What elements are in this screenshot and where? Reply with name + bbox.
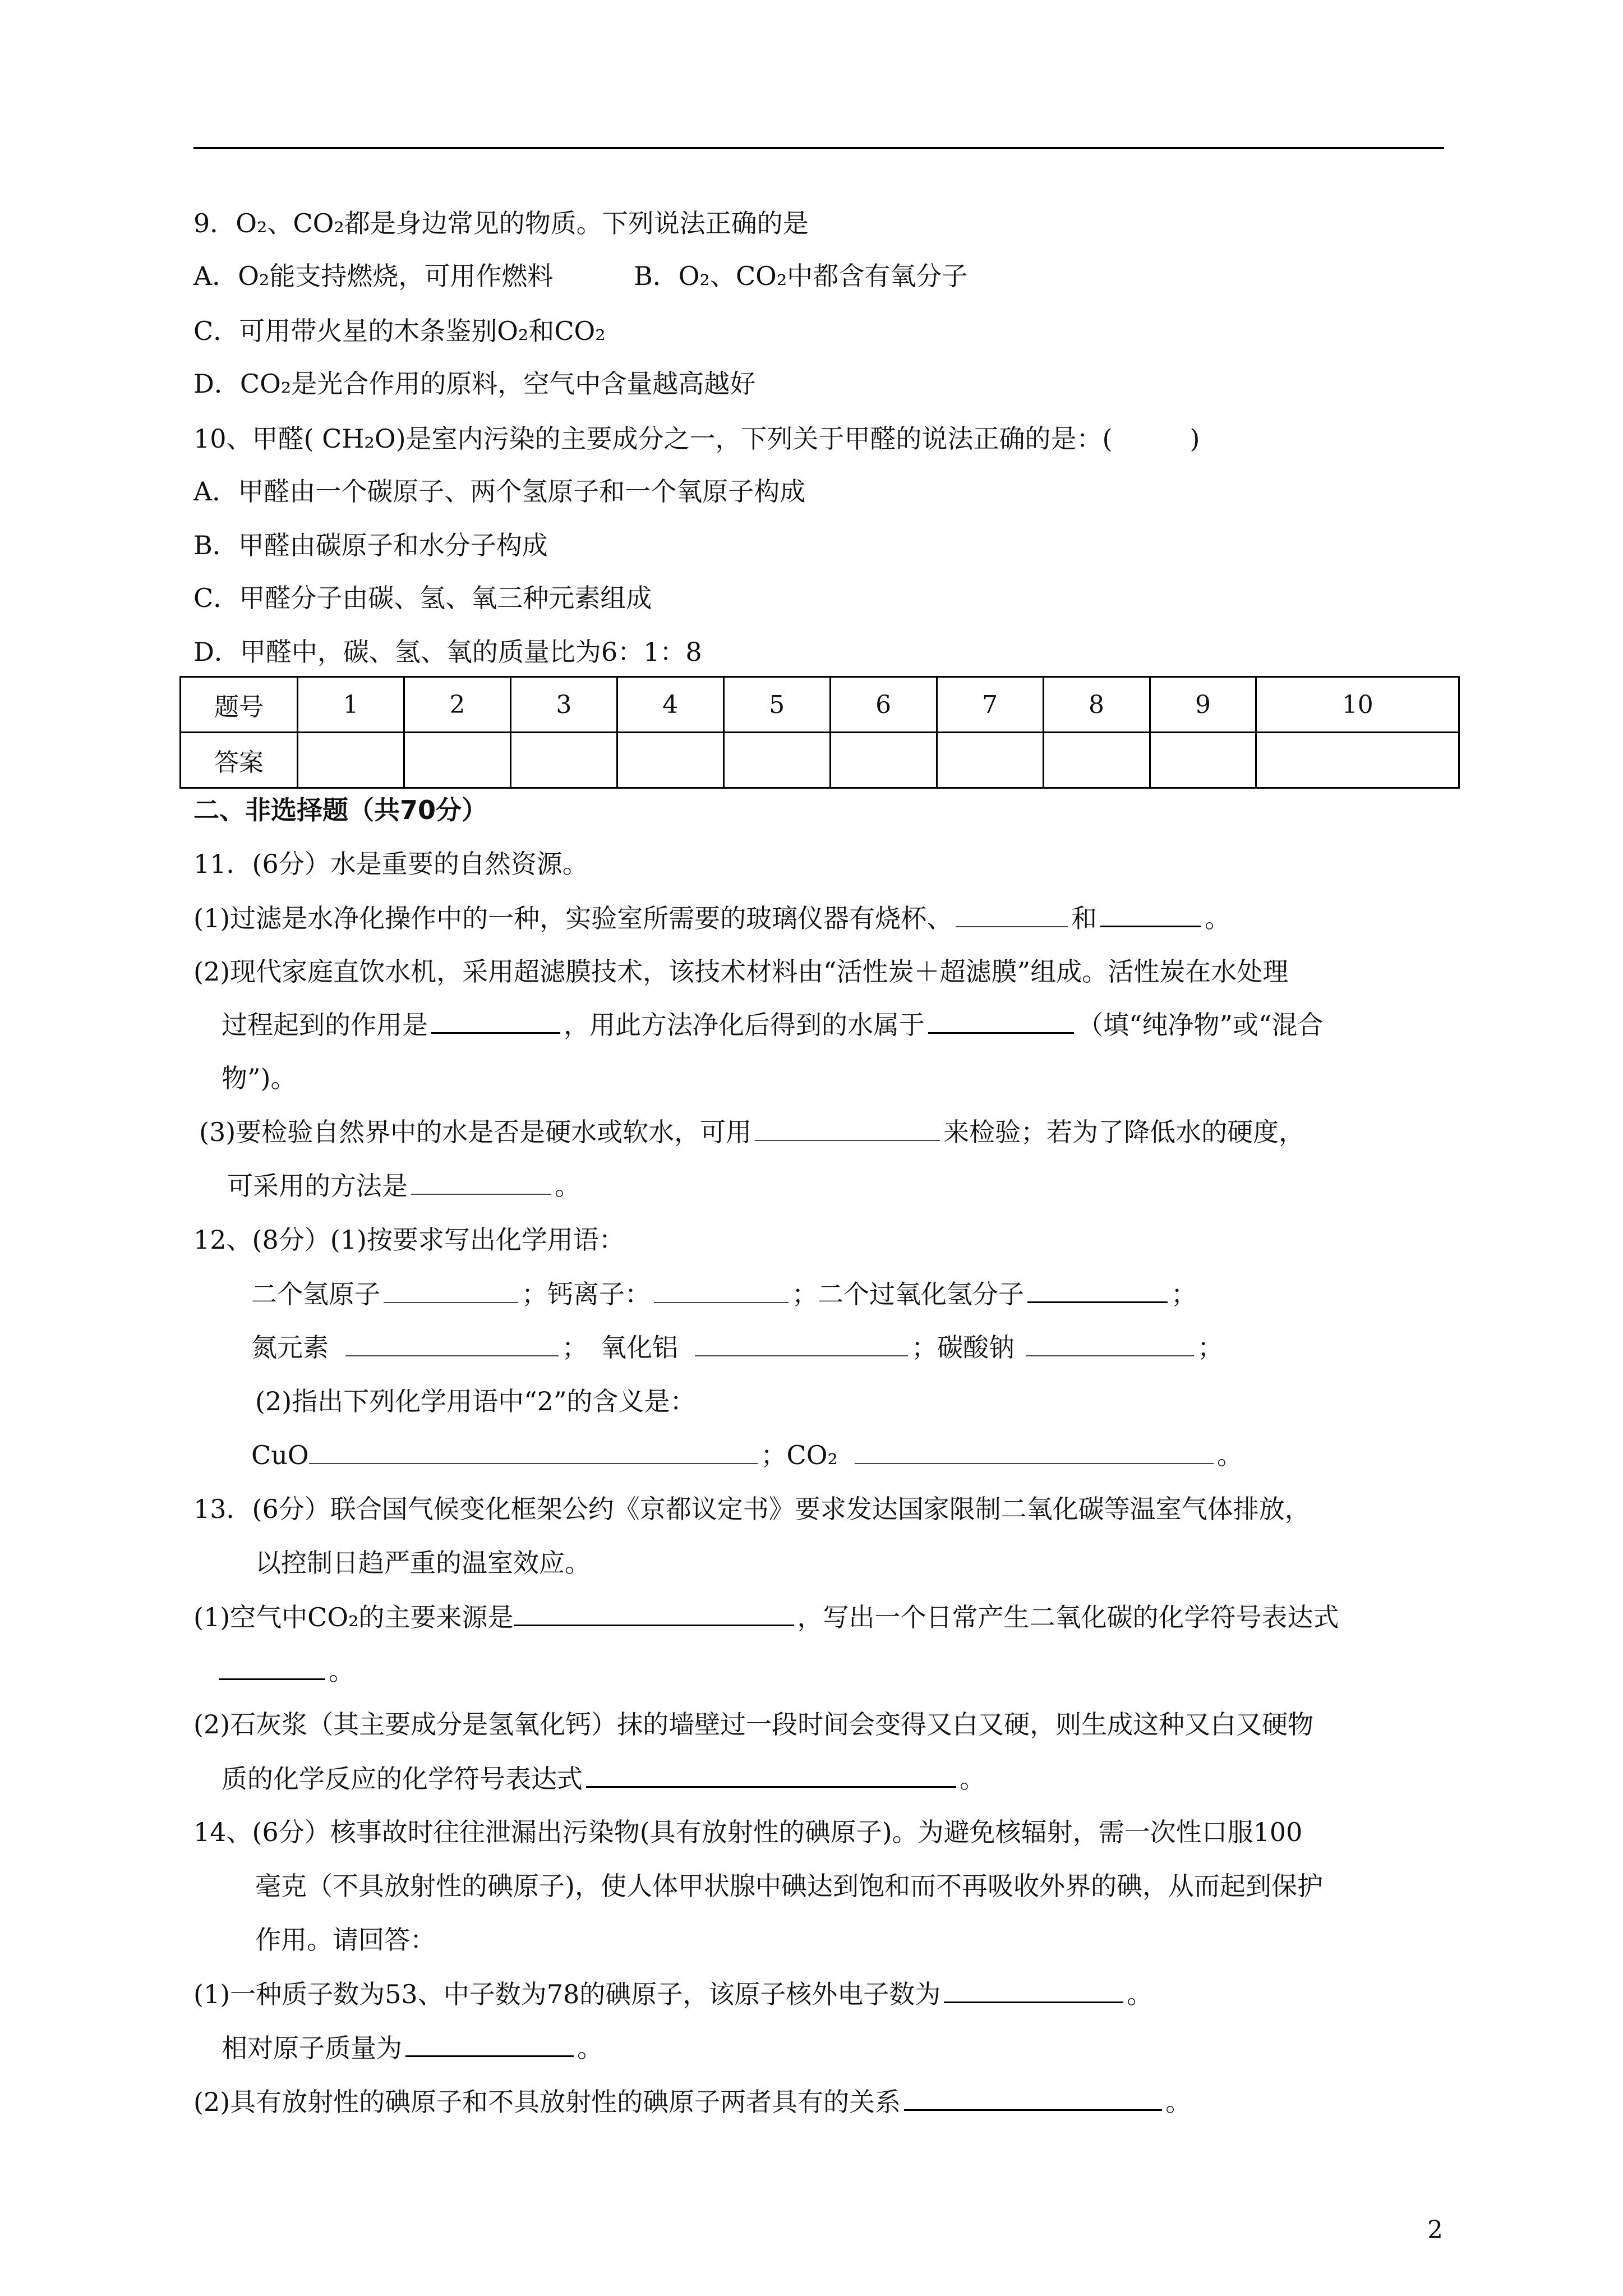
table-row (181, 677, 1459, 733)
q12-label: ； (1171, 1279, 1197, 1309)
q12-line3 (251, 1438, 1243, 1472)
table-cell-number: 2 (404, 677, 510, 733)
answer-blank[interactable] (956, 901, 1068, 927)
q12-label: ；钙离子： (522, 1279, 651, 1309)
table-cell-number: 10 (1256, 677, 1459, 733)
q12-label: ； (1197, 1332, 1223, 1363)
q14-stem-line2: 毫克（不具放射性的碘原子)，使人体甲状腺中碘达到饱和而不再吸收外界的碘，从而起到保护 (255, 1871, 1323, 1901)
q12-label: 二个氢原子 (251, 1279, 380, 1309)
answer-cell[interactable] (1150, 733, 1256, 788)
answer-blank[interactable] (514, 1600, 794, 1626)
answer-blank[interactable] (928, 1007, 1074, 1034)
table-cell-number: 8 (1043, 677, 1150, 733)
q12-stem: 12、(8分）(1)按要求写出化学用语： (193, 1225, 625, 1255)
q14-part1-text2: 相对原子质量为 (222, 2033, 402, 2063)
q14-stem-line3: 作用。请回答： (255, 1925, 436, 1955)
q14-part1-line2 (222, 2031, 603, 2065)
q10-option-b: B．甲醛由碳原子和水分子构成 (193, 530, 548, 560)
q11-part3-text3: 可采用的方法是 (227, 1171, 408, 1201)
q12-label: ；二个过氧化氢分子 (792, 1279, 1024, 1309)
q11-part2-line3: 物”)。 (222, 1063, 297, 1093)
q11-part3-line1 (199, 1115, 1304, 1149)
q11-part1-end: 。 (1205, 903, 1231, 933)
answer-blank[interactable] (219, 1654, 325, 1680)
q9-option-d: D．CO₂是光合作用的原料，空气中含量越高越好 (193, 369, 756, 399)
q9-option-c: C．可用带火星的木条鉴别O₂和CO₂ (193, 316, 606, 346)
table-cell-number: 4 (617, 677, 723, 733)
q11-stem: 11．(6分）水是重要的自然资源。 (193, 849, 588, 879)
answer-blank[interactable] (1026, 1331, 1194, 1356)
table-cell-number: 6 (830, 677, 937, 733)
answer-cell[interactable] (830, 733, 937, 788)
q14-part2-text: (2)具有放射性的碘原子和不具放射性的碘原子两者具有的关系 (193, 2087, 901, 2117)
answer-blank[interactable] (405, 2031, 574, 2057)
answer-table (179, 676, 1460, 789)
table-header-label: 题号 (181, 677, 298, 733)
q10-option-c: C．甲醛分子由碳、氢、氧三种元素组成 (193, 583, 652, 613)
answer-blank[interactable] (411, 1169, 551, 1195)
table-cell-number: 3 (510, 677, 617, 733)
answer-blank[interactable] (345, 1331, 559, 1356)
q12-label: ；碳酸钠 (911, 1332, 1015, 1363)
q13-part1-text2: ，写出一个日常产生二氧化碳的化学符号表达式 (797, 1602, 1339, 1632)
q12-label: 氮元素 (251, 1332, 329, 1363)
q14-part2 (193, 2085, 1191, 2119)
q12-line1 (251, 1277, 1197, 1311)
q13-stem-line1: 13．(6分）联合国气候变化框架公约《京都议定书》要求发达国家限制二氧化碳等温室气体排放， (193, 1494, 1311, 1524)
q13-part1-text: (1)空气中CO₂的主要来源是 (193, 1602, 514, 1632)
answer-blank[interactable] (904, 2085, 1162, 2111)
answer-cell[interactable] (510, 733, 617, 788)
q11-part1 (193, 901, 1230, 935)
q13-part2-end: 。 (960, 1764, 985, 1794)
q11-part1-and: 和 (1071, 903, 1098, 933)
q14-stem-line1: 14、(6分）核事故时往往泄漏出污染物(具有放射性的碘原子)。为避免核辐射，需一次性口服100 (193, 1817, 1303, 1847)
q11-part2-line1: (2)现代家庭直饮水机，采用超滤膜技术，该技术材料由“活性炭＋超滤膜”组成。活性炭在水处理 (193, 956, 1289, 987)
answer-blank[interactable] (1027, 1277, 1168, 1303)
answer-cell[interactable] (404, 733, 510, 788)
answer-blank[interactable] (695, 1331, 908, 1356)
q14-part1-end2: 。 (577, 2033, 603, 2063)
q11-part3-text2: 来检验；若为了降低水的硬度， (943, 1117, 1305, 1147)
q11-part3-text: (3)要检验自然界中的水是否是硬水或软水，可用 (199, 1117, 752, 1147)
section-title: 二、非选择题（共70分） (193, 795, 488, 825)
q14-part1-end: 。 (1127, 1979, 1153, 2009)
answer-blank[interactable] (944, 1977, 1123, 2003)
q13-part1-line2 (219, 1654, 354, 1688)
q13-part2-line2 (222, 1761, 985, 1796)
table-answer-label: 答案 (181, 733, 298, 788)
q13-part2-line1: (2)石灰浆（其主要成分是氢氧化钙）抹的墙壁过一段时间会变得又白又硬，则生成这种又白又硬物 (193, 1709, 1314, 1740)
q12-label: ； 氧化铝 (562, 1332, 678, 1363)
answer-blank[interactable] (654, 1277, 789, 1303)
answer-cell[interactable] (1256, 733, 1459, 788)
header-rule (193, 147, 1444, 149)
q14-part1 (193, 1977, 1152, 2011)
answer-cell[interactable] (1043, 733, 1150, 788)
q9-option-b: B．O₂、CO₂中都含有氧分子 (634, 261, 968, 291)
answer-cell[interactable] (298, 733, 404, 788)
q11-part3-line2 (227, 1169, 580, 1203)
answer-blank[interactable] (855, 1438, 1214, 1464)
q11-part2-line2 (222, 1007, 1324, 1042)
page-number: 2 (1427, 2216, 1443, 2244)
q13-stem-line2: 以控制日趋严重的温室效应。 (255, 1548, 591, 1578)
q11-part3-end: 。 (555, 1171, 580, 1201)
table-row (181, 733, 1459, 788)
answer-blank[interactable] (431, 1007, 560, 1034)
answer-cell[interactable] (937, 733, 1043, 788)
q13-part1-end: 。 (329, 1656, 354, 1686)
answer-blank[interactable] (384, 1277, 518, 1303)
q10-option-d: D．甲醛中，碳、氢、氧的质量比为6：1：8 (193, 637, 702, 667)
q12-label: ；CO₂ (760, 1440, 838, 1470)
q14-part1-text: (1)一种质子数为53、中子数为78的碘原子，该原子核外电子数为 (193, 1979, 941, 2009)
q11-part1-text: (1)过滤是水净化操作中的一种，实验室所需要的玻璃仪器有烧杯、 (193, 903, 953, 933)
answer-blank[interactable] (309, 1438, 758, 1464)
q12-line2 (251, 1331, 1223, 1364)
q9-stem: 9．O₂、CO₂都是身边常见的物质。下列说法正确的是 (193, 208, 809, 238)
answer-blank[interactable] (755, 1115, 940, 1141)
answer-blank[interactable] (586, 1761, 956, 1788)
answer-cell[interactable] (723, 733, 830, 788)
q9-option-a: A．O₂能支持燃烧，可用作燃料 (193, 261, 554, 291)
q11-part2-text2: ，用此方法净化后得到的水属于 (564, 1010, 925, 1040)
q10-option-a: A．甲醛由一个碳原子、两个氢原子和一个氧原子构成 (193, 476, 806, 507)
q10-stem: 10、甲醛( CH₂O)是室内污染的主要成分之一，下列关于甲醛的说法正确的是：( ) (193, 424, 1200, 454)
table-cell-number: 7 (937, 677, 1043, 733)
q12-label: CuO (251, 1440, 309, 1470)
q13-part1 (193, 1600, 1339, 1634)
answer-blank[interactable] (1100, 901, 1201, 927)
q13-part2-text: 质的化学反应的化学符号表达式 (222, 1764, 583, 1794)
table-cell-number: 5 (723, 677, 830, 733)
q12-part2: (2)指出下列化学用语中“2”的含义是： (255, 1386, 696, 1416)
answer-cell[interactable] (617, 733, 723, 788)
q11-part2-text3: （填“纯净物”或“混合 (1077, 1010, 1324, 1040)
table-cell-number: 9 (1150, 677, 1256, 733)
table-cell-number: 1 (298, 677, 404, 733)
q14-part2-end: 。 (1165, 2087, 1192, 2117)
q12-label: 。 (1216, 1440, 1243, 1470)
q11-part2-text: 过程起到的作用是 (222, 1010, 428, 1040)
